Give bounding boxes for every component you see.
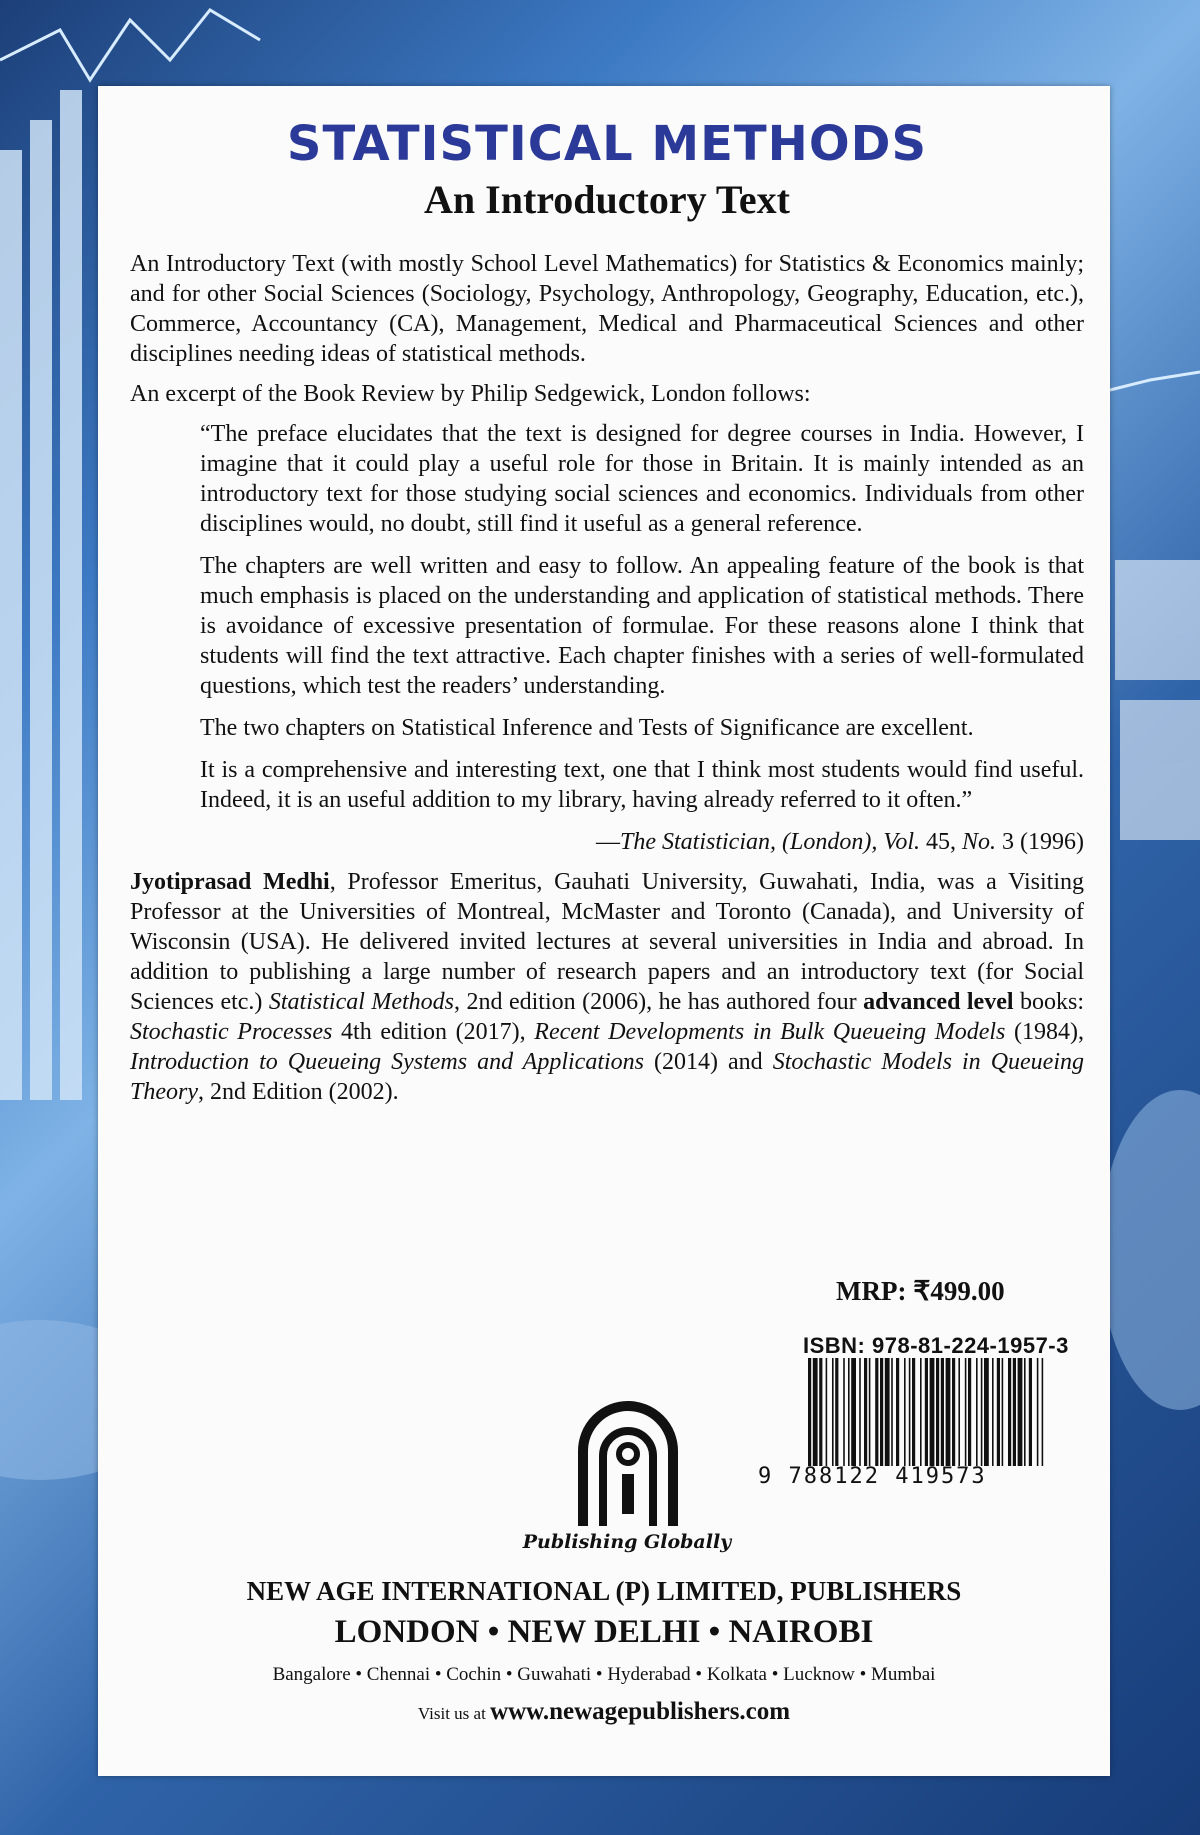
logo-tagline: Publishing Globally bbox=[522, 1531, 732, 1553]
main-cities: LONDON • NEW DELHI • NAIROBI bbox=[334, 1614, 874, 1650]
review-citation: —The Statistician, (London), Vol. 45, No. 3 (1996) bbox=[596, 829, 1084, 855]
blurb bbox=[130, 249, 1084, 1107]
quote-paragraph: The two chapters on Statistical Inference and Tests of Significance are excellent. bbox=[200, 715, 974, 741]
visit-line bbox=[98, 1698, 1110, 1726]
review-quote bbox=[200, 419, 1084, 857]
review-lead: An excerpt of the Book Review by Philip Sedgewick, London follows: bbox=[130, 381, 811, 407]
intro-paragraph: An Introductory Text (with mostly School Level Mathematics) for Statistics & Economics mainly; and for other Social Sciences (Sociology, Psychology, Anthropology, Geography, Education, etc.), Commerce, Accountancy (CA), Management, Medical and Pharmaceutical Sciences and other disciplines needing ideas of statistical methods. bbox=[130, 251, 1084, 367]
barcode-digits: 9 788122 419573 bbox=[758, 1464, 987, 1489]
author-bio: Jyotiprasad Medhi, Professor Emeritus, Gauhati University, Guwahati, India, was a Visiting Professor at the Universities of Montreal, McMaster and Toronto (Canada), and University of Wisconsin (USA). He delivered invited lectures at several universities in India and abroad. In addition to publishing a large number of research papers and an introductory text (for Social Sciences etc.) Statistical Methods, 2nd edition (2006), he has authored four advanced level books: Stochastic Processes 4th edition (2017), Recent Developments in Bulk Queueing Models (1984), Introduction to Queueing Systems and Applications (2014) and Stochastic Models in Queueing Theory, 2nd Edition (2002). bbox=[130, 869, 1085, 1105]
barcode bbox=[806, 1358, 1046, 1468]
website-link[interactable]: www.newagepublishers.com bbox=[490, 1698, 791, 1725]
quote-paragraph: “The preface elucidates that the text is designed for degree courses in India. However, I imagine that it could play a useful role for those in Britain. It is mainly intended as an introductory text for those studying social sciences and economics. Individuals from other disciplines would, no doubt, still find it useful as a general reference. bbox=[200, 421, 1084, 537]
quote-paragraph: It is a comprehensive and interesting text, one that I think most students would find useful. Indeed, it is an useful addition to my library, having already referred to it often.” bbox=[200, 757, 1084, 813]
publisher-logo-icon bbox=[558, 1386, 698, 1536]
isbn-label: ISBN: 978-81-224-1957-3 bbox=[803, 1333, 1069, 1358]
visit-label: Visit us at bbox=[417, 1704, 491, 1723]
publisher-name: NEW AGE INTERNATIONAL (P) LIMITED, PUBLISHERS bbox=[246, 1576, 962, 1606]
other-cities: Bangalore • Chennai • Cochin • Guwahati • Hyderabad • Kolkata • Lucknow • Mumbai bbox=[272, 1664, 936, 1685]
book-title: STATISTICAL METHODS bbox=[286, 116, 928, 172]
price-label: MRP: ₹499.00 bbox=[836, 1276, 1005, 1306]
author-name: Jyotiprasad Medhi bbox=[130, 869, 330, 895]
quote-paragraph: The chapters are well written and easy to follow. An appealing feature of the book is that much emphasis is placed on the understanding and application of statistical methods. There is avoidance of excessive presentation of formulae. For these reasons alone I think that students will find the text attractive. Each chapter finishes with a series of well-formulated questions, which test the readers’ understanding. bbox=[200, 553, 1084, 699]
back-cover-panel bbox=[98, 86, 1110, 1776]
book-subtitle: An Introductory Text bbox=[424, 177, 790, 222]
